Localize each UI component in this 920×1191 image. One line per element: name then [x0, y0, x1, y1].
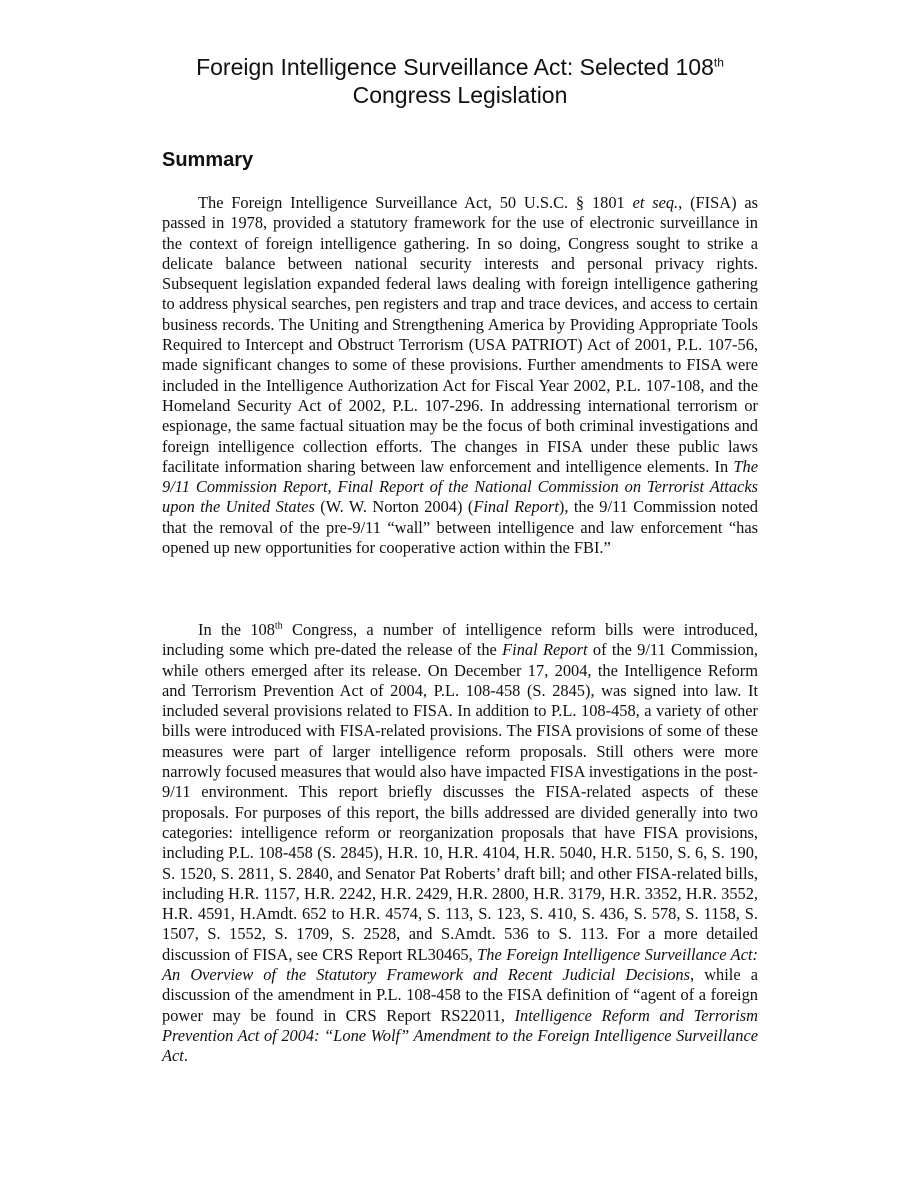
title-line-2: Congress Legislation — [352, 82, 568, 108]
text-run: (W. W. Norton 2004) ( — [314, 497, 474, 517]
italic-text: The Foreign Intelligence Surveillance Act: An Overview of the Statutory Framework and Recent Judicial Decisions — [162, 944, 758, 985]
superscript-text: th — [274, 620, 283, 632]
text-run: , (FISA) as passed in 1978, provided a statutory framework for the use of electronic surveillance in the context of foreign intelligence gathering. In so doing, Congress sought to strike a delicate balance between national security interests and personal privacy rights. Subsequent legislation expanded federal laws dealing with foreign intelligence gathering to address physical searches, pen registers and trap and trace devices, and access to certain business records. The Uniting and Strengthening America by Providing Appropriate Tools Required to Intercept and Obstruct Terrorism (USA PATRIOT) Act of 2001, P.L. 107-56, made significant changes to some of these provisions. Further amendments to FISA were included in the Intelligence Authorization Act for Fiscal Year 2002, P.L. 107-108, and the Homeland Security Act of 2002, P.L. 107-296. In addressing international terrorism or espionage, the same factual situation may be the focus of both criminal investigations and foreign intelligence collection efforts. The changes in FISA under these public laws facilitate information sharing between law enforcement and intelligence elements. In — [162, 193, 759, 476]
title-line-1 — [120, 53, 800, 81]
italic-text: Final Report — [502, 640, 588, 660]
italic-text: The 9/11 Commission Report, Final Report of the National Commission on Terrorist Attacks upon the United States — [162, 456, 758, 517]
summary-paragraph-1 — [162, 193, 758, 558]
paragraph-text — [162, 620, 758, 1067]
text-run: of the 9/11 Commission, while others emerged after its release. On December 17, 2004, the Intelligence Reform and Terrorism Prevention Act of 2004, P.L. 108-458 (S. 2845), was signed into law. It included several provisions related to FISA. In addition to P.L. 108-458, a variety of other bills were introduced with FISA-related provisions. The FISA provisions of some of these measures were part of larger intelligence reform proposals. Still others were more narrowly focused measures that would also have impacted FISA investigations in the post-9/11 environment. This report briefly discusses the FISA-related aspects of these proposals. For purposes of this report, the bills addressed are divided generally into two categories: intelligence reform or reorganization proposals that have FISA provisions, including P.L. 108-458 (S. 2845), H.R. 10, H.R. 4104, H.R. 5040, H.R. 5150, S. 6, S. 190, S. 1520, S. 2811, S. 2840, and Senator Pat Roberts’ draft bill; and other FISA-related bills, including H.R. 1157, H.R. 2242, H.R. 2429, H.R. 2800, H.R. 3179, H.R. 3352, H.R. 3552, H.R. 4591, H.Amdt. 652 to H.R. 4574, S. 113, S. 123, S. 410, S. 436, S. 578, S. 1158, S. 1507, S. 1552, S. 1709, S. 2528, and S.Amdt. 536 to S. 113. For a more detailed discussion of FISA, see CRS Report RL30465, — [162, 640, 758, 964]
paragraph-text — [162, 193, 758, 558]
text-run: . — [183, 1046, 188, 1066]
summary-paragraph-2 — [162, 620, 758, 1067]
italic-text: et seq. — [632, 193, 679, 212]
summary-heading: Summary — [162, 149, 254, 171]
document-title — [120, 53, 800, 109]
title-superscript: th — [713, 55, 724, 70]
text-run: The Foreign Intelligence Surveillance Act, 50 U.S.C. § 1801 — [198, 193, 633, 212]
italic-text: Intelligence Reform and Terrorism Prevention Act of 2004: “Lone Wolf” Amendment to the Foreign Intelligence Surveillance Act — [162, 1005, 758, 1066]
title-line-1-text: Foreign Intelligence Surveillance Act: Selected 108 — [196, 54, 714, 80]
italic-text: Final Report — [473, 497, 559, 517]
text-run: In the 108 — [198, 620, 275, 639]
text-run: , while a discussion of the amendment in P.L. 108-458 to the FISA definition of “agent of a foreign power may be found in CRS Report RS22011, — [162, 965, 758, 1025]
text-run: Congress, a number of intelligence reform bills were introduced, including some which pre-dated the release of the — [162, 620, 758, 660]
text-run: ), the 9/11 Commission noted that the removal of the pre-9/11 “wall” between intelligence and law enforcement “has opened up new opportunities for cooperative action within the FBI.” — [162, 497, 758, 558]
